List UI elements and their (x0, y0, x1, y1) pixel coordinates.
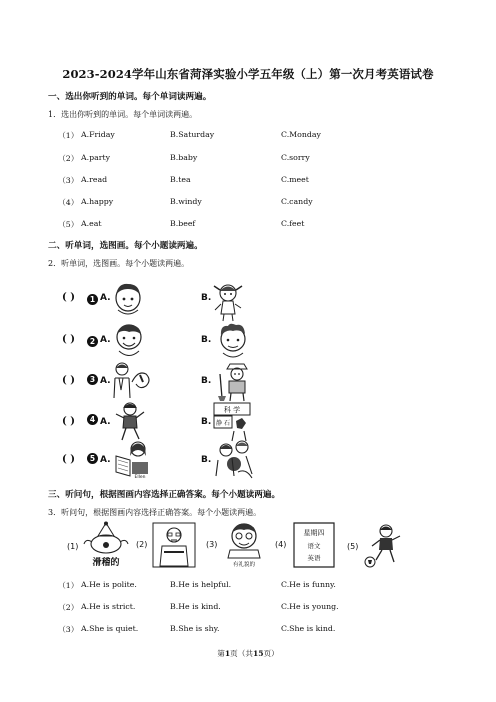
current-page-number: 1 (224, 649, 231, 658)
curly-hair-boy-icon[interactable] (214, 320, 252, 362)
answer-blank[interactable]: ( ) (62, 334, 75, 345)
item-number: （1） (58, 131, 79, 140)
item-number-badge: 4 (87, 414, 98, 425)
schedule-subject-2: 英语 (307, 554, 321, 562)
total-pages-number: 15 (252, 649, 264, 658)
option-a[interactable]: A.happy (81, 197, 114, 206)
option-c[interactable]: C.feet (281, 219, 305, 228)
item-number: （3） (58, 625, 79, 634)
answer-blank[interactable]: ( ) (62, 375, 75, 386)
item-number: （2） (58, 603, 79, 612)
option-c[interactable]: C.She is kind. (281, 624, 336, 633)
option-b-label[interactable]: B. (201, 376, 212, 386)
option-b[interactable]: B.He is helpful. (170, 580, 232, 589)
section-2-heading: 二、听单词，选图画。每个小题读两遍。 (48, 241, 203, 251)
girl-with-pigtails-icon[interactable] (211, 280, 245, 322)
option-a-label[interactable]: A. (100, 376, 111, 386)
girl-face-icon[interactable] (110, 280, 146, 320)
farmer-with-shovel-icon[interactable] (214, 360, 254, 402)
option-a[interactable]: A.He is polite. (81, 580, 137, 589)
answer-blank[interactable]: ( ) (62, 454, 75, 465)
section-1-heading: 一、选出你听到的单词。每个单词读两遍。 (48, 92, 212, 102)
option-c[interactable]: C.sorry (281, 153, 310, 162)
option-c[interactable]: C.candy (281, 197, 313, 206)
question-2-prompt: 2．听单词，选图画。每个小题读两遍。 (48, 259, 190, 268)
smiling-boy-icon[interactable] (111, 320, 147, 362)
footer-suffix: 页） (263, 649, 279, 658)
thursday-schedule-icon[interactable] (292, 521, 336, 569)
schedule-subject-1: 语文 (307, 542, 321, 550)
picture-caption: 滑稽的 (92, 558, 120, 568)
option-b-label[interactable]: B. (201, 417, 212, 427)
picture-label: (1) (67, 542, 79, 551)
option-b[interactable]: B.tea (170, 175, 191, 184)
board-top-label: 科 学 (223, 406, 241, 414)
picture-label: (4) (275, 540, 287, 549)
option-a-label[interactable]: A. (100, 455, 111, 465)
section-3-heading: 三、听问句，根据图画内容选择正确答案。每个小题读两遍。 (48, 490, 281, 500)
item-number-badge: 5 (87, 453, 98, 464)
picture-label: (3) (206, 540, 218, 549)
schedule-day: 星期四 (303, 529, 325, 537)
option-b[interactable]: B.beef (170, 219, 196, 228)
girl-reading-book-icon[interactable] (112, 438, 154, 480)
picture-label: (5) (347, 542, 359, 551)
children-group-icon[interactable] (212, 438, 258, 480)
option-a[interactable]: A.party (81, 153, 111, 162)
running-boy-icon[interactable] (112, 400, 148, 442)
item-number: （4） (58, 198, 79, 207)
boy-playing-football-icon[interactable] (362, 522, 404, 568)
item-number-badge: 3 (87, 374, 98, 385)
item-number: （3） (58, 176, 79, 185)
science-class-board-icon[interactable] (212, 401, 252, 443)
option-c[interactable]: C.He is young. (281, 602, 339, 611)
option-a[interactable]: A.Friday (81, 130, 115, 139)
board-bottom-label: 静 石 (216, 420, 230, 427)
picture-caption: 有礼貌的 (232, 562, 256, 568)
option-b-label[interactable]: B. (201, 335, 212, 345)
item-number-badge: 1 (87, 294, 98, 305)
option-b[interactable]: B.She is shy. (170, 624, 220, 633)
picture-label: (2) (136, 540, 148, 549)
footer-prefix: 第 (217, 649, 225, 658)
option-c[interactable]: C.Monday (281, 130, 321, 139)
man-with-microphone-icon[interactable] (110, 360, 154, 400)
answer-blank[interactable]: ( ) (62, 416, 75, 427)
funny-clown-icon[interactable] (80, 522, 132, 568)
option-b[interactable]: B.Saturday (170, 130, 215, 139)
option-b[interactable]: B.windy (170, 197, 202, 206)
footer-middle: 页（共 (230, 649, 253, 658)
option-a[interactable]: A.She is quiet. (81, 624, 139, 633)
option-c[interactable]: C.He is funny. (281, 580, 336, 589)
option-b[interactable]: B.baby (170, 153, 198, 162)
option-b-label[interactable]: B. (201, 293, 212, 303)
option-a[interactable]: A.He is strict. (81, 602, 136, 611)
item-number: （1） (58, 581, 79, 590)
page-footer (0, 648, 496, 659)
option-a-label[interactable]: A. (100, 417, 111, 427)
option-c[interactable]: C.meet (281, 175, 309, 184)
item-number: （5） (58, 220, 79, 229)
strict-teacher-icon[interactable] (152, 522, 196, 568)
option-a-label[interactable]: A. (100, 335, 111, 345)
question-3-prompt: 3．听问句，根据图画内容选择正确答案。每个小题读两遍。 (48, 508, 262, 517)
page-title: 2023-2024学年山东省菏泽实验小学五年级（上）第一次月考英语试卷 (62, 67, 434, 81)
option-b[interactable]: B.He is kind. (170, 602, 221, 611)
option-a-label[interactable]: A. (100, 293, 111, 303)
option-a[interactable]: A.eat (81, 219, 102, 228)
item-number: （2） (58, 154, 79, 163)
option-a[interactable]: A.read (81, 175, 108, 184)
book-cover-label: Ellen (134, 475, 146, 480)
polite-boy-icon[interactable] (222, 520, 266, 568)
answer-blank[interactable]: ( ) (62, 292, 75, 303)
question-1-prompt: 1．选出你听到的单词。每个单词读两遍。 (48, 110, 198, 119)
item-number-badge: 2 (87, 336, 98, 347)
option-b-label[interactable]: B. (201, 455, 212, 465)
